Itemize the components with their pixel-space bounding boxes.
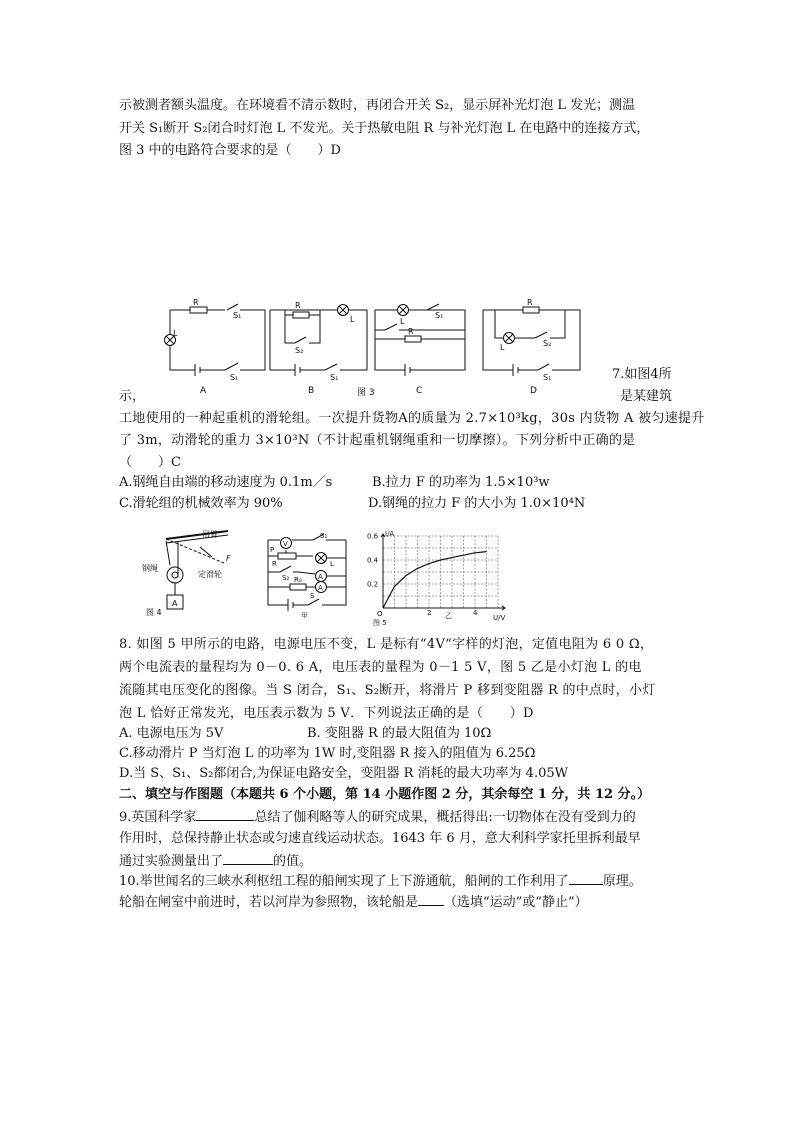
q6-line-2: 开关 S₁断开 S₂闭合时灯泡 L 不发光。关于热敏电阻 R 与补光灯泡 L 在电路中的连接方式， bbox=[119, 121, 650, 136]
fig3-d-l: L bbox=[500, 343, 505, 352]
q7-option-c: C.滑轮组的机械效率为 90% bbox=[119, 496, 283, 511]
circuit-a bbox=[165, 304, 266, 376]
fig3-d-s2: S₂ bbox=[543, 339, 552, 348]
chart-origin: O bbox=[377, 610, 383, 618]
q7-shi: 示， bbox=[119, 389, 146, 404]
q7-tail: 是某建筑 bbox=[620, 389, 673, 404]
circuit-d bbox=[483, 307, 580, 376]
q7-option-d: D.钢绳的拉力 F 的大小为 1.0×10⁴N bbox=[368, 496, 586, 511]
q10-text-c: 轮船在闸室中前进时，若以河岸为参照物，该轮船是 bbox=[119, 895, 419, 910]
xtick-2: 2 bbox=[427, 609, 432, 617]
section-2-title: 二、填空与作图题（本题共 6 个小题，第 14 小题作图 2 分，其余每空 1 分，共 12 分。） bbox=[119, 787, 651, 802]
q6-line-1: 示被测者额头温度。在环境看不清示数时，再闭合开关 S₂，显示屏补光灯泡 L 发光；测温 bbox=[119, 98, 636, 113]
fig3-d-r: R bbox=[527, 298, 533, 307]
fig3-c-r: R bbox=[408, 327, 414, 336]
xtick-4: 4 bbox=[473, 609, 478, 617]
q10-blank-1[interactable] bbox=[569, 872, 603, 885]
q7-line-2: 工地使用的一种起重机的滑轮组。一次提升货物A的质量为 2.7×10³kg，30s 内货物 A 被匀速提升 bbox=[119, 411, 705, 426]
q10-blank-2[interactable] bbox=[418, 893, 444, 906]
ytick-0.6: 0.6 bbox=[367, 532, 379, 541]
fig4-f: F bbox=[226, 554, 231, 563]
fig5-a2: A bbox=[318, 584, 323, 592]
fig3-b-s1: S₁ bbox=[330, 373, 339, 382]
q7-line-3: 了 3m，动滑轮的重力 3×10³N（不计起重机钢绳重和一切摩擦）。下列分析中正确的是 bbox=[119, 433, 636, 448]
fig5-yi: 乙 bbox=[445, 612, 452, 620]
fig3-label-c: C bbox=[416, 386, 423, 396]
fig3-b-l: L bbox=[350, 315, 355, 324]
q9-text-a: 9.英国科学家 bbox=[119, 810, 197, 825]
q10-text-d: （选填“运动”或“静止”） bbox=[444, 895, 588, 910]
q9-blank-2[interactable] bbox=[223, 852, 273, 865]
fig3-label-a: A bbox=[200, 386, 207, 396]
ytick-0.4: 0.4 bbox=[367, 556, 379, 565]
q8-option-c: C.移动滑片 P 当灯泡 L 的功率为 1W 时,变阻器 R 接入的阻值为 6.25Ω bbox=[119, 746, 536, 761]
fig3-a-l: L bbox=[173, 329, 178, 338]
figure-4 bbox=[140, 527, 250, 621]
q9-line-2: 作用时，总保持静止状态或匀速直线运动状态。1643 年 6 月，意大利科学家托里拆利最早 bbox=[119, 831, 641, 846]
q8-line-3: 流随其电压变化的图像。当 S 闭合，S₁、S₂断开，将滑片 P 移到变阻器 R 的中点时，小灯 bbox=[119, 683, 656, 698]
fig4-boom: 吊臂 bbox=[202, 530, 218, 539]
q7-option-a: A.钢绳自由端的移动速度为 0.1m／s bbox=[119, 475, 333, 490]
ytick-0.2: 0.2 bbox=[367, 580, 379, 589]
q9-text-d: 的值。 bbox=[273, 854, 313, 869]
fig5-r: R bbox=[272, 560, 277, 568]
figure-5-graph bbox=[365, 528, 515, 632]
q6-line-3: 图 3 中的电路符合要求的是（ ）D bbox=[119, 143, 341, 158]
fig5-caption: 图 5 bbox=[373, 619, 387, 627]
fig5-l: L bbox=[330, 560, 334, 568]
q8-option-d: D.当 S、S₁、S₂都闭合,为保证电路安全，变阻器 R 消耗的最大功率为 4.05W bbox=[119, 766, 568, 781]
figure-3 bbox=[145, 298, 590, 402]
figure-5-circuit bbox=[258, 530, 368, 622]
fig4-caption: 图 4 bbox=[146, 608, 162, 617]
fig4-pulley: 定滑轮 bbox=[198, 570, 222, 579]
fig5-s1: S₁ bbox=[320, 532, 328, 540]
q8-option-b: B. 变阻器 R 的最大阻值为 10Ω bbox=[307, 726, 492, 741]
q9-line-1 bbox=[119, 808, 636, 827]
fig5-p: P bbox=[270, 546, 275, 554]
fig5-r0: R₀ bbox=[294, 576, 302, 584]
q10-text-b: 原理。 bbox=[602, 874, 642, 889]
fig5-s2: S₂ bbox=[282, 574, 290, 582]
fig3-c-l: L bbox=[400, 317, 405, 326]
fig4-rope: 钢绳 bbox=[142, 564, 158, 573]
q7-option-b: B.拉力 F 的功率为 1.5×10³w bbox=[372, 475, 550, 490]
q9-line-3 bbox=[119, 852, 312, 871]
fig3-label-d: D bbox=[530, 386, 537, 396]
q8-line-1: 8. 如图 5 甲所示的电路，电源电压不变，L 是标有“4V“字样的灯泡，定值电阻为 6 0 Ω， bbox=[119, 637, 654, 652]
q8-line-2: 两个电流表的量程均为 0－0. 6 A，电压表的量程为 0－1 5 V，图 5 乙是小灯泡 L 的电 bbox=[119, 660, 642, 675]
fig3-b-s2: S₂ bbox=[295, 346, 304, 355]
q8-line-4: 泡 L 恰好正常发光，电压表示数为 5 V．下列说法正确的是（ ）D bbox=[119, 706, 534, 721]
iu-chart bbox=[365, 528, 515, 628]
q7-number: 7.如图4所 bbox=[612, 367, 672, 382]
fig3-caption: 图 3 bbox=[357, 388, 375, 398]
q7-line-4: （ ）C bbox=[119, 455, 181, 470]
circuit-c bbox=[375, 304, 465, 376]
fig3-c-s1: S₁ bbox=[435, 311, 444, 320]
fig3-a-r: R bbox=[193, 298, 199, 307]
fig3-b-r: R bbox=[295, 301, 301, 310]
q10-line-2 bbox=[119, 893, 588, 912]
chart-xlabel: U/V bbox=[493, 614, 506, 622]
q9-blank-1[interactable] bbox=[196, 808, 254, 821]
q10-text-a: 10.举世闻名的三峡水利枢纽工程的船闸实现了上下游通航，船闸的工作利用了 bbox=[119, 874, 569, 889]
q9-text-b: 总结了伽利略等人的研究成果，概括得出:一切物体在没有受到力的 bbox=[254, 810, 636, 825]
fig5-s: S bbox=[310, 592, 315, 600]
fig3-a-s1: S₁ bbox=[233, 311, 242, 320]
q9-text-c: 通过实验测量出了 bbox=[119, 854, 224, 869]
fig5-v: V bbox=[283, 540, 288, 548]
fig5-jia: 甲 bbox=[301, 612, 308, 618]
q10-line-1 bbox=[119, 872, 642, 891]
chart-ylabel: I/A bbox=[385, 530, 395, 538]
fig3-d-s1: S₁ bbox=[543, 373, 552, 382]
fig3-label-b: B bbox=[308, 386, 315, 396]
fig5-a1: A bbox=[318, 573, 323, 581]
fig4-a: A bbox=[172, 599, 178, 608]
q8-option-a: A. 电源电压为 5V bbox=[119, 726, 224, 741]
fig3-a-s1b: S₁ bbox=[230, 373, 239, 382]
